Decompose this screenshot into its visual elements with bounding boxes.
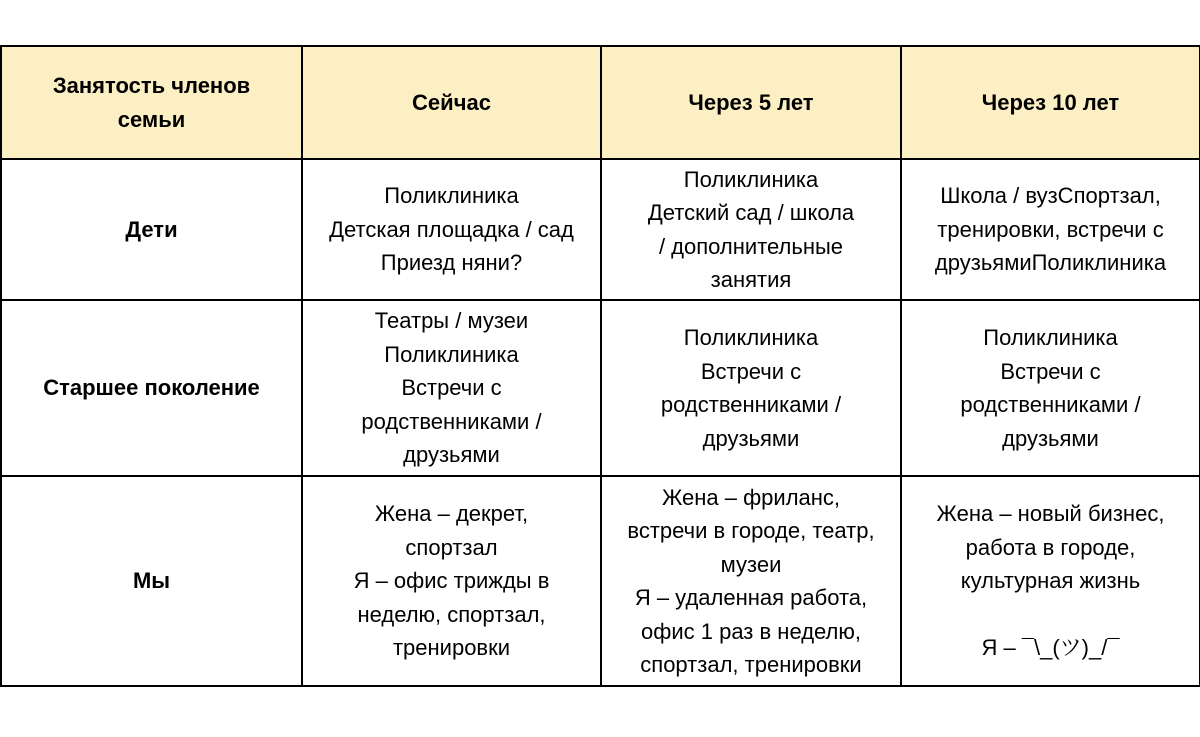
table-cell: Театры / музеи Поликлиника Встречи с родственниками / друзьями: [302, 300, 601, 476]
table-cell: Поликлиника Встречи с родственниками / друзьями: [601, 300, 901, 476]
header-cell-family-members: Занятость членов семьи: [1, 46, 302, 159]
table-cell: Жена – декрет, спортзал Я – офис трижды в неделю, спортзал, тренировки: [302, 476, 601, 686]
table-cell: Поликлиника Детская площадка / сад Приезд няни?: [302, 159, 601, 300]
row-label: Дети: [1, 159, 302, 300]
family-occupation-table: [0, 45, 1200, 687]
table-cell: Поликлиника Детский сад / школа / дополнительные занятия: [601, 159, 901, 300]
header-cell-in-5-years: Через 5 лет: [601, 46, 901, 159]
table-cell: Школа / вузСпортзал, тренировки, встречи с друзьямиПоликлиника: [901, 159, 1200, 300]
table-cell: Жена – фриланс, встречи в городе, театр, музеи Я – удаленная работа, офис 1 раз в неделю, спортзал, тренировки: [601, 476, 901, 686]
table-cell: Жена – новый бизнес, работа в городе, культурная жизнь Я – ¯\_(ツ)_/¯: [901, 476, 1200, 686]
header-cell-in-10-years: Через 10 лет: [901, 46, 1200, 159]
row-label: Старшее поколение: [1, 300, 302, 476]
table-row-older-generation: [1, 300, 1200, 476]
header-row: [1, 46, 1200, 159]
row-label: Мы: [1, 476, 302, 686]
table-cell: Поликлиника Встречи с родственниками / друзьями: [901, 300, 1200, 476]
header-cell-now: Сейчас: [302, 46, 601, 159]
table-row-us: [1, 476, 1200, 686]
table-row-children: [1, 159, 1200, 300]
